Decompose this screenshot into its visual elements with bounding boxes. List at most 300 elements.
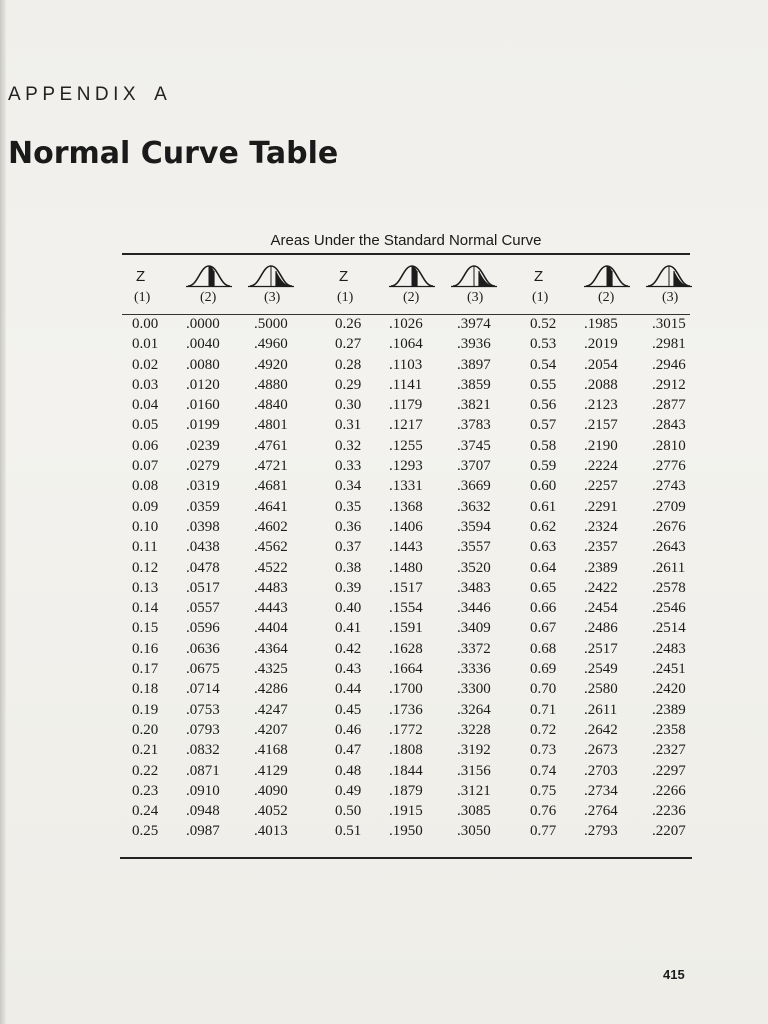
z-value: 0.18 bbox=[132, 681, 159, 698]
table-row bbox=[518, 763, 698, 783]
area-mean-to-z: .2549 bbox=[584, 661, 618, 678]
area-beyond-z: .3745 bbox=[457, 437, 491, 454]
column-number-3: (3) bbox=[264, 290, 281, 305]
area-beyond-z: .4013 bbox=[254, 823, 288, 840]
table-row bbox=[323, 377, 503, 397]
area-mean-to-z: .0871 bbox=[186, 762, 220, 779]
area-mean-to-z: .2673 bbox=[584, 742, 618, 759]
z-value: 0.58 bbox=[530, 437, 557, 454]
table-row bbox=[323, 438, 503, 458]
table-row bbox=[323, 722, 503, 742]
table-row bbox=[518, 783, 698, 803]
z-value: 0.61 bbox=[530, 498, 557, 515]
area-beyond-z: .2611 bbox=[652, 559, 686, 576]
table-row bbox=[323, 316, 503, 336]
table-row bbox=[323, 357, 503, 377]
table-row bbox=[120, 377, 300, 397]
area-beyond-z: .3557 bbox=[457, 539, 491, 556]
area-mean-to-z: .1844 bbox=[389, 762, 423, 779]
area-mean-to-z: .0753 bbox=[186, 701, 220, 718]
z-value: 0.15 bbox=[132, 620, 159, 637]
area-beyond-z: .3594 bbox=[457, 518, 491, 535]
area-beyond-z: .3974 bbox=[457, 316, 491, 332]
appendix-letter: A bbox=[154, 84, 172, 105]
table-row bbox=[323, 823, 503, 843]
area-mean-to-z: .2291 bbox=[584, 498, 618, 515]
area-beyond-z: .3520 bbox=[457, 559, 491, 576]
z-value: 0.32 bbox=[335, 437, 362, 454]
area-beyond-z: .2389 bbox=[652, 701, 686, 718]
area-beyond-z: .4522 bbox=[254, 559, 288, 576]
area-beyond-z: .4562 bbox=[254, 539, 288, 556]
table-row bbox=[518, 560, 698, 580]
table-row bbox=[323, 783, 503, 803]
area-beyond-z: .3707 bbox=[457, 458, 491, 475]
area-beyond-z: .4483 bbox=[254, 579, 288, 596]
z-value: 0.29 bbox=[335, 376, 362, 393]
column-header bbox=[518, 262, 698, 314]
area-beyond-z: .4325 bbox=[254, 661, 288, 678]
table-row bbox=[518, 803, 698, 823]
area-mean-to-z: .0160 bbox=[186, 397, 220, 414]
column-number-3: (3) bbox=[662, 290, 679, 305]
table-row bbox=[323, 519, 503, 539]
area-mean-to-z: .2611 bbox=[584, 701, 618, 718]
area-mean-to-z: .0000 bbox=[186, 316, 220, 332]
area-beyond-z: .4721 bbox=[254, 458, 288, 475]
area-mean-to-z: .1406 bbox=[389, 518, 423, 535]
z-value: 0.39 bbox=[335, 579, 362, 596]
z-column-label: Z bbox=[339, 268, 349, 285]
area-beyond-z: .3300 bbox=[457, 681, 491, 698]
area-mean-to-z: .0080 bbox=[186, 356, 220, 373]
area-mean-to-z: .2793 bbox=[584, 823, 618, 840]
area-beyond-z: .3669 bbox=[457, 478, 491, 495]
z-value: 0.12 bbox=[132, 559, 159, 576]
area-beyond-z: .2207 bbox=[652, 823, 686, 840]
z-value: 0.76 bbox=[530, 803, 557, 820]
z-value: 0.52 bbox=[530, 316, 557, 332]
z-value: 0.25 bbox=[132, 823, 159, 840]
area-beyond-z: .4052 bbox=[254, 803, 288, 820]
table-row bbox=[323, 803, 503, 823]
z-value: 0.16 bbox=[132, 640, 159, 657]
area-beyond-z: .2776 bbox=[652, 458, 686, 475]
area-beyond-z: .2981 bbox=[652, 336, 686, 353]
normal-curve-beyond-z-icon bbox=[646, 262, 692, 288]
area-beyond-z: .2676 bbox=[652, 518, 686, 535]
z-value: 0.65 bbox=[530, 579, 557, 596]
area-beyond-z: .2451 bbox=[652, 661, 686, 678]
area-beyond-z: .3015 bbox=[652, 316, 686, 332]
z-value: 0.23 bbox=[132, 782, 159, 799]
table-row bbox=[120, 560, 300, 580]
area-mean-to-z: .0478 bbox=[186, 559, 220, 576]
z-value: 0.02 bbox=[132, 356, 159, 373]
area-beyond-z: .4602 bbox=[254, 518, 288, 535]
area-mean-to-z: .1772 bbox=[389, 721, 423, 738]
area-beyond-z: .2643 bbox=[652, 539, 686, 556]
area-beyond-z: .2743 bbox=[652, 478, 686, 495]
z-value: 0.38 bbox=[335, 559, 362, 576]
z-value: 0.11 bbox=[132, 539, 158, 556]
area-mean-to-z: .1217 bbox=[389, 417, 423, 434]
area-mean-to-z: .0517 bbox=[186, 579, 220, 596]
table-row bbox=[323, 458, 503, 478]
z-value: 0.46 bbox=[335, 721, 362, 738]
table-row bbox=[323, 397, 503, 417]
column-header bbox=[120, 262, 300, 314]
table-row bbox=[323, 600, 503, 620]
area-beyond-z: .2297 bbox=[652, 762, 686, 779]
area-beyond-z: .4920 bbox=[254, 356, 288, 373]
area-beyond-z: .4090 bbox=[254, 782, 288, 799]
z-value: 0.73 bbox=[530, 742, 557, 759]
z-value: 0.09 bbox=[132, 498, 159, 515]
z-value: 0.07 bbox=[132, 458, 159, 475]
table-row bbox=[518, 580, 698, 600]
table-row bbox=[323, 336, 503, 356]
z-value: 0.74 bbox=[530, 762, 557, 779]
area-beyond-z: .2877 bbox=[652, 397, 686, 414]
area-beyond-z: .3085 bbox=[457, 803, 491, 820]
table-row bbox=[518, 438, 698, 458]
table-row bbox=[518, 417, 698, 437]
z-value: 0.31 bbox=[335, 417, 362, 434]
area-beyond-z: .2420 bbox=[652, 681, 686, 698]
area-beyond-z: .3859 bbox=[457, 376, 491, 393]
area-beyond-z: .4207 bbox=[254, 721, 288, 738]
z-value: 0.56 bbox=[530, 397, 557, 414]
area-beyond-z: .4247 bbox=[254, 701, 288, 718]
z-value: 0.20 bbox=[132, 721, 159, 738]
table-row bbox=[120, 600, 300, 620]
z-value: 0.17 bbox=[132, 661, 159, 678]
z-value: 0.10 bbox=[132, 518, 159, 535]
z-value: 0.51 bbox=[335, 823, 362, 840]
area-beyond-z: .4801 bbox=[254, 417, 288, 434]
page-edge bbox=[0, 0, 6, 1024]
z-value: 0.45 bbox=[335, 701, 362, 718]
z-value: 0.67 bbox=[530, 620, 557, 637]
z-value: 0.64 bbox=[530, 559, 557, 576]
area-mean-to-z: .0319 bbox=[186, 478, 220, 495]
appendix-word: APPENDIX bbox=[8, 84, 141, 105]
area-beyond-z: .2546 bbox=[652, 600, 686, 617]
table-rows bbox=[518, 316, 698, 844]
table-row bbox=[518, 357, 698, 377]
table-row bbox=[323, 560, 503, 580]
z-value: 0.54 bbox=[530, 356, 557, 373]
area-beyond-z: .3483 bbox=[457, 579, 491, 596]
table-rows bbox=[323, 316, 503, 844]
column-header bbox=[323, 262, 503, 314]
z-value: 0.62 bbox=[530, 518, 557, 535]
table-row bbox=[518, 823, 698, 843]
z-value: 0.43 bbox=[335, 661, 362, 678]
table-row bbox=[518, 397, 698, 417]
area-mean-to-z: .2357 bbox=[584, 539, 618, 556]
table-row bbox=[120, 478, 300, 498]
page-number: 415 bbox=[663, 967, 685, 982]
z-value: 0.04 bbox=[132, 397, 159, 414]
area-beyond-z: .4168 bbox=[254, 742, 288, 759]
area-beyond-z: .3192 bbox=[457, 742, 491, 759]
column-number-2: (2) bbox=[598, 290, 615, 305]
normal-curve-beyond-z-icon bbox=[248, 262, 294, 288]
z-value: 0.01 bbox=[132, 336, 159, 353]
area-beyond-z: .4641 bbox=[254, 498, 288, 515]
table-row bbox=[518, 661, 698, 681]
z-value: 0.40 bbox=[335, 600, 362, 617]
table-row bbox=[518, 539, 698, 559]
z-value: 0.57 bbox=[530, 417, 557, 434]
area-mean-to-z: .0596 bbox=[186, 620, 220, 637]
table-caption: Areas Under the Standard Normal Curve bbox=[270, 232, 542, 249]
z-value: 0.66 bbox=[530, 600, 557, 617]
area-beyond-z: .2578 bbox=[652, 579, 686, 596]
table-row bbox=[323, 641, 503, 661]
z-value: 0.30 bbox=[335, 397, 362, 414]
table-row bbox=[120, 499, 300, 519]
table-row bbox=[120, 336, 300, 356]
area-mean-to-z: .0239 bbox=[186, 437, 220, 454]
z-value: 0.05 bbox=[132, 417, 159, 434]
table-rows bbox=[120, 316, 300, 844]
normal-curve-beyond-z-icon bbox=[451, 262, 497, 288]
area-beyond-z: .3409 bbox=[457, 620, 491, 637]
area-mean-to-z: .2422 bbox=[584, 579, 618, 596]
area-mean-to-z: .2019 bbox=[584, 336, 618, 353]
area-mean-to-z: .1915 bbox=[389, 803, 423, 820]
z-value: 0.69 bbox=[530, 661, 557, 678]
area-beyond-z: .5000 bbox=[254, 316, 288, 332]
area-beyond-z: .4880 bbox=[254, 376, 288, 393]
area-beyond-z: .2912 bbox=[652, 376, 686, 393]
area-mean-to-z: .1064 bbox=[389, 336, 423, 353]
area-beyond-z: .3228 bbox=[457, 721, 491, 738]
area-mean-to-z: .0675 bbox=[186, 661, 220, 678]
area-beyond-z: .2358 bbox=[652, 721, 686, 738]
table-row bbox=[518, 499, 698, 519]
area-mean-to-z: .1517 bbox=[389, 579, 423, 596]
z-value: 0.50 bbox=[335, 803, 362, 820]
z-value: 0.19 bbox=[132, 701, 159, 718]
table-row bbox=[518, 336, 698, 356]
table-block-3 bbox=[518, 262, 698, 842]
area-mean-to-z: .2642 bbox=[584, 721, 618, 738]
area-mean-to-z: .1026 bbox=[389, 316, 423, 332]
table-row bbox=[518, 478, 698, 498]
z-value: 0.33 bbox=[335, 458, 362, 475]
area-beyond-z: .3050 bbox=[457, 823, 491, 840]
area-beyond-z: .3372 bbox=[457, 640, 491, 657]
area-beyond-z: .2483 bbox=[652, 640, 686, 657]
normal-curve-mean-to-z-icon bbox=[186, 262, 232, 288]
z-value: 0.42 bbox=[335, 640, 362, 657]
table-row bbox=[120, 397, 300, 417]
z-value: 0.48 bbox=[335, 762, 362, 779]
area-beyond-z: .3897 bbox=[457, 356, 491, 373]
area-mean-to-z: .0120 bbox=[186, 376, 220, 393]
area-mean-to-z: .1808 bbox=[389, 742, 423, 759]
table-row bbox=[323, 763, 503, 783]
z-value: 0.21 bbox=[132, 742, 159, 759]
area-mean-to-z: .0199 bbox=[186, 417, 220, 434]
area-mean-to-z: .0359 bbox=[186, 498, 220, 515]
area-beyond-z: .4443 bbox=[254, 600, 288, 617]
area-mean-to-z: .2157 bbox=[584, 417, 618, 434]
area-mean-to-z: .2580 bbox=[584, 681, 618, 698]
area-mean-to-z: .0636 bbox=[186, 640, 220, 657]
table-row bbox=[323, 661, 503, 681]
area-beyond-z: .3156 bbox=[457, 762, 491, 779]
z-value: 0.41 bbox=[335, 620, 362, 637]
area-mean-to-z: .2734 bbox=[584, 782, 618, 799]
table-row bbox=[120, 722, 300, 742]
area-mean-to-z: .2389 bbox=[584, 559, 618, 576]
table-block-1 bbox=[120, 262, 300, 842]
area-beyond-z: .2709 bbox=[652, 498, 686, 515]
z-value: 0.03 bbox=[132, 376, 159, 393]
area-mean-to-z: .0040 bbox=[186, 336, 220, 353]
area-mean-to-z: .1293 bbox=[389, 458, 423, 475]
area-mean-to-z: .0948 bbox=[186, 803, 220, 820]
z-value: 0.37 bbox=[335, 539, 362, 556]
table-row bbox=[323, 499, 503, 519]
area-mean-to-z: .0438 bbox=[186, 539, 220, 556]
z-value: 0.36 bbox=[335, 518, 362, 535]
table-row bbox=[323, 742, 503, 762]
area-mean-to-z: .0557 bbox=[186, 600, 220, 617]
table-row bbox=[518, 316, 698, 336]
table-row bbox=[518, 722, 698, 742]
area-beyond-z: .3632 bbox=[457, 498, 491, 515]
area-mean-to-z: .1736 bbox=[389, 701, 423, 718]
table-row bbox=[120, 519, 300, 539]
area-beyond-z: .3821 bbox=[457, 397, 491, 414]
column-number-3: (3) bbox=[467, 290, 484, 305]
z-value: 0.49 bbox=[335, 782, 362, 799]
column-number-2: (2) bbox=[403, 290, 420, 305]
area-beyond-z: .4761 bbox=[254, 437, 288, 454]
area-beyond-z: .3783 bbox=[457, 417, 491, 434]
area-beyond-z: .2946 bbox=[652, 356, 686, 373]
area-mean-to-z: .2454 bbox=[584, 600, 618, 617]
area-mean-to-z: .2190 bbox=[584, 437, 618, 454]
area-mean-to-z: .2764 bbox=[584, 803, 618, 820]
z-value: 0.35 bbox=[335, 498, 362, 515]
table-row bbox=[518, 620, 698, 640]
area-mean-to-z: .1950 bbox=[389, 823, 423, 840]
table-row bbox=[120, 620, 300, 640]
table-top-rule bbox=[122, 253, 690, 255]
area-mean-to-z: .1255 bbox=[389, 437, 423, 454]
z-value: 0.47 bbox=[335, 742, 362, 759]
z-value: 0.13 bbox=[132, 579, 159, 596]
area-mean-to-z: .0714 bbox=[186, 681, 220, 698]
table-row bbox=[518, 377, 698, 397]
area-beyond-z: .4960 bbox=[254, 336, 288, 353]
table-row bbox=[120, 742, 300, 762]
area-beyond-z: .3336 bbox=[457, 661, 491, 678]
table-row bbox=[518, 458, 698, 478]
area-mean-to-z: .2486 bbox=[584, 620, 618, 637]
z-value: 0.55 bbox=[530, 376, 557, 393]
area-mean-to-z: .1179 bbox=[389, 397, 423, 414]
area-mean-to-z: .1554 bbox=[389, 600, 423, 617]
table-row bbox=[120, 458, 300, 478]
area-mean-to-z: .0832 bbox=[186, 742, 220, 759]
z-value: 0.71 bbox=[530, 701, 557, 718]
area-mean-to-z: .1443 bbox=[389, 539, 423, 556]
area-mean-to-z: .2703 bbox=[584, 762, 618, 779]
area-mean-to-z: .1700 bbox=[389, 681, 423, 698]
z-value: 0.72 bbox=[530, 721, 557, 738]
table-row bbox=[120, 539, 300, 559]
table-row bbox=[518, 641, 698, 661]
table-row bbox=[518, 600, 698, 620]
area-beyond-z: .4364 bbox=[254, 640, 288, 657]
area-mean-to-z: .1331 bbox=[389, 478, 423, 495]
area-beyond-z: .3936 bbox=[457, 336, 491, 353]
table-row bbox=[120, 661, 300, 681]
table-row bbox=[323, 478, 503, 498]
area-mean-to-z: .2257 bbox=[584, 478, 618, 495]
z-value: 0.68 bbox=[530, 640, 557, 657]
area-beyond-z: .3121 bbox=[457, 782, 491, 799]
z-value: 0.06 bbox=[132, 437, 159, 454]
table-block-2 bbox=[323, 262, 503, 842]
area-mean-to-z: .1628 bbox=[389, 640, 423, 657]
table-row bbox=[120, 803, 300, 823]
table-row bbox=[120, 357, 300, 377]
area-beyond-z: .4129 bbox=[254, 762, 288, 779]
area-mean-to-z: .1591 bbox=[389, 620, 423, 637]
z-value: 0.08 bbox=[132, 478, 159, 495]
table-row bbox=[120, 681, 300, 701]
area-mean-to-z: .1141 bbox=[389, 376, 423, 393]
area-mean-to-z: .1664 bbox=[389, 661, 423, 678]
z-value: 0.77 bbox=[530, 823, 557, 840]
normal-curve-mean-to-z-icon bbox=[584, 262, 630, 288]
column-number-1: (1) bbox=[532, 290, 549, 305]
area-mean-to-z: .2123 bbox=[584, 397, 618, 414]
table-row bbox=[323, 620, 503, 640]
column-number-2: (2) bbox=[200, 290, 217, 305]
area-mean-to-z: .1103 bbox=[389, 356, 423, 373]
table-row bbox=[323, 539, 503, 559]
area-mean-to-z: .0910 bbox=[186, 782, 220, 799]
area-mean-to-z: .2324 bbox=[584, 518, 618, 535]
z-value: 0.59 bbox=[530, 458, 557, 475]
z-value: 0.60 bbox=[530, 478, 557, 495]
normal-curve-mean-to-z-icon bbox=[389, 262, 435, 288]
z-value: 0.26 bbox=[335, 316, 362, 332]
table-row bbox=[323, 417, 503, 437]
z-value: 0.53 bbox=[530, 336, 557, 353]
table-row bbox=[323, 580, 503, 600]
area-beyond-z: .4286 bbox=[254, 681, 288, 698]
area-beyond-z: .2514 bbox=[652, 620, 686, 637]
area-mean-to-z: .1480 bbox=[389, 559, 423, 576]
table-row bbox=[120, 438, 300, 458]
table-row bbox=[518, 702, 698, 722]
z-value: 0.22 bbox=[132, 762, 159, 779]
area-mean-to-z: .0987 bbox=[186, 823, 220, 840]
area-mean-to-z: .2224 bbox=[584, 458, 618, 475]
area-beyond-z: .3446 bbox=[457, 600, 491, 617]
